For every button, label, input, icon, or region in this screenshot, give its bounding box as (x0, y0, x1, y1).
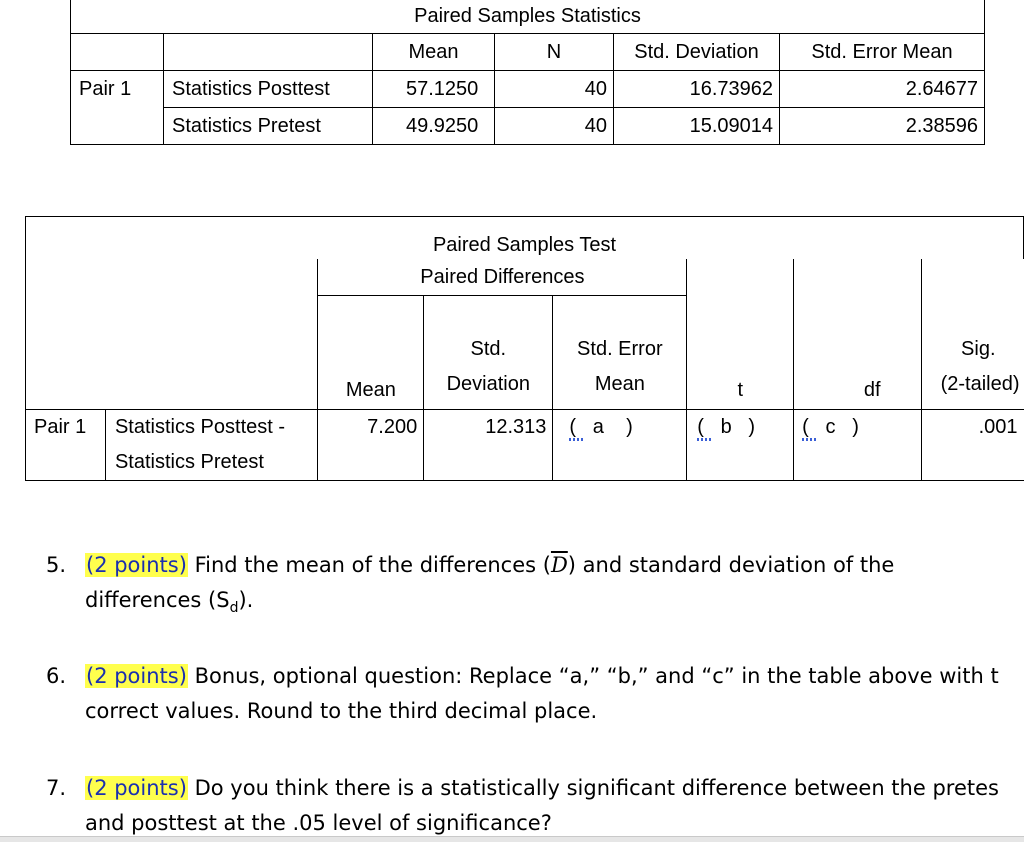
column-header: Mean (373, 34, 495, 71)
row-label: Statistics Posttest (164, 71, 373, 108)
column-header-sd (424, 296, 553, 410)
points-highlight: (2 points) (86, 664, 187, 688)
cell-mean: 49.9250 (373, 108, 495, 145)
cell-n: 40 (495, 71, 614, 108)
column-header-mean: Mean (318, 296, 424, 410)
table-title: Paired Samples Statistics (71, 0, 985, 34)
column-header: Std. Deviation (614, 34, 780, 71)
column-header-sem (553, 296, 687, 410)
table-row (71, 108, 985, 145)
row-label (105, 410, 318, 481)
cell-sem: 2.64677 (780, 71, 985, 108)
cell-sig: .001 (921, 410, 1023, 481)
cell-sd: 15.09014 (614, 108, 780, 145)
table-row (71, 71, 985, 108)
page-bottom-edge (0, 836, 1024, 842)
column-header-df: df (794, 259, 921, 410)
sem-header-line2: Mean (594, 373, 645, 395)
column-header: Std. Error Mean (780, 34, 985, 71)
table-row (26, 410, 1024, 481)
cell-mean: 57.1250 (373, 71, 495, 108)
question-number: 6. (46, 664, 67, 688)
question-number: 7. (46, 776, 67, 800)
blank-b: ( (697, 416, 704, 439)
blank-a: ( (569, 416, 576, 439)
sd-header-line1: Std. (470, 338, 507, 360)
row-label-line2: Statistics Pretest (114, 451, 264, 473)
blank-c: ( (802, 416, 809, 439)
paired-samples-test-table (25, 216, 1024, 481)
d-bar-symbol: $\overline{D}$ (550, 553, 568, 577)
pair-label: Pair 1 (71, 71, 164, 145)
sem-header-line1: Std. Error (577, 338, 663, 360)
column-header-t: t (687, 259, 794, 410)
column-header-sig (921, 259, 1023, 410)
group-header: Paired Differences (318, 259, 687, 296)
column-header: N (495, 34, 614, 71)
cell-n: 40 (495, 108, 614, 145)
cell-mean: 7.200 (318, 410, 424, 481)
cell-sd: 12.313 (424, 410, 553, 481)
row-label: Statistics Pretest (164, 108, 373, 145)
question-number: 5. (46, 553, 67, 577)
table-title: Paired Samples Test (26, 217, 1024, 260)
points-highlight: (2 points) (86, 776, 187, 800)
cell-sem: 2.38596 (780, 108, 985, 145)
cell-sd: 16.73962 (614, 71, 780, 108)
cell-t-blank: ( b ) (687, 410, 794, 481)
sig-header-line2: (2-tailed) (940, 373, 1020, 395)
pair-label: Pair 1 (26, 410, 106, 481)
sd-header-line2: Deviation (446, 373, 530, 395)
points-highlight: (2 points) (86, 553, 187, 577)
row-label-line1: Statistics Posttest - (114, 416, 286, 438)
paired-samples-statistics-table (70, 0, 985, 145)
cell-df-blank: ( c ) (794, 410, 921, 481)
cell-sem-blank: ( a ) (553, 410, 687, 481)
sig-header-line1: Sig. (961, 338, 996, 360)
